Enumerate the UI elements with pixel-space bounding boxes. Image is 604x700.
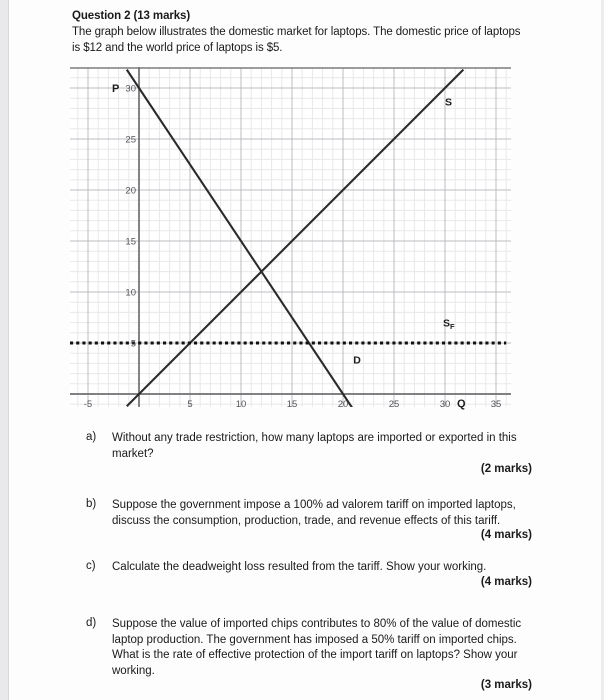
question-b-label: b) [86, 498, 97, 510]
question-a-text: Without any trade restriction, how many laptops are imported or exported in this market? [112, 432, 517, 460]
question-c-text: Calculate the deadweight loss resulted from the tariff. Show your working. [112, 561, 487, 573]
x-tick-5: 5 [187, 399, 193, 410]
question-d-marks: (3 marks) [480, 679, 532, 691]
question-b-text: Suppose the government impose a 100% ad valorem tariff on imported laptops, discuss the consumption, production, trade, and revenue effects of this tariff. [112, 499, 516, 527]
x-tick-10: 10 [235, 399, 247, 410]
y-tick-5: 5 [130, 338, 136, 350]
y-tick-10: 10 [125, 287, 136, 299]
y-axis-label-p: P [112, 83, 120, 95]
y-tick-20: 20 [125, 185, 136, 197]
x-tick-20: 20 [337, 399, 349, 410]
x-tick-35: 35 [490, 399, 502, 410]
question-a-label: a) [86, 431, 97, 443]
supply-demand-graph [70, 62, 512, 414]
x-tick-30: 30 [439, 399, 451, 410]
y-tick-25: 25 [125, 134, 136, 146]
graph-svg [70, 62, 512, 414]
question-c-label: c) [86, 560, 96, 572]
page-left-margin-strip [0, 0, 8, 700]
question-d-label: d) [86, 617, 97, 629]
question-intro-text: The graph below illustrates the domestic market for laptops. The domestic price of laptops is $12 and the world price of laptops is $5. [72, 26, 521, 54]
x-axis-label-q: Q [457, 398, 466, 410]
y-tick-30: 30 [125, 83, 136, 95]
x-tick-25: 25 [388, 399, 400, 410]
y-tick-15: 15 [125, 236, 136, 248]
demand-curve-label: D [353, 354, 361, 367]
question-a-marks: (2 marks) [480, 463, 532, 475]
x-tick-15: 15 [286, 399, 298, 410]
supply-curve-label: S [445, 96, 453, 109]
question-c-marks: (4 marks) [480, 576, 532, 588]
page-left-rule [8, 0, 9, 700]
question-d-text: Suppose the value of imported chips contributes to 80% of the value of domestic laptop production. The government has imposed a 50% tariff on imported chips. What is the rate of effective protection of the import tariff on laptops? Show your working. [112, 618, 522, 677]
x-tick--5: -5 [83, 399, 93, 410]
question-title: Question 2 (13 marks) [72, 10, 191, 22]
world-price-label-subscript: F [449, 322, 455, 332]
question-b-marks: (4 marks) [480, 529, 532, 541]
world-price-line-label: $S_F$ [442, 317, 455, 332]
